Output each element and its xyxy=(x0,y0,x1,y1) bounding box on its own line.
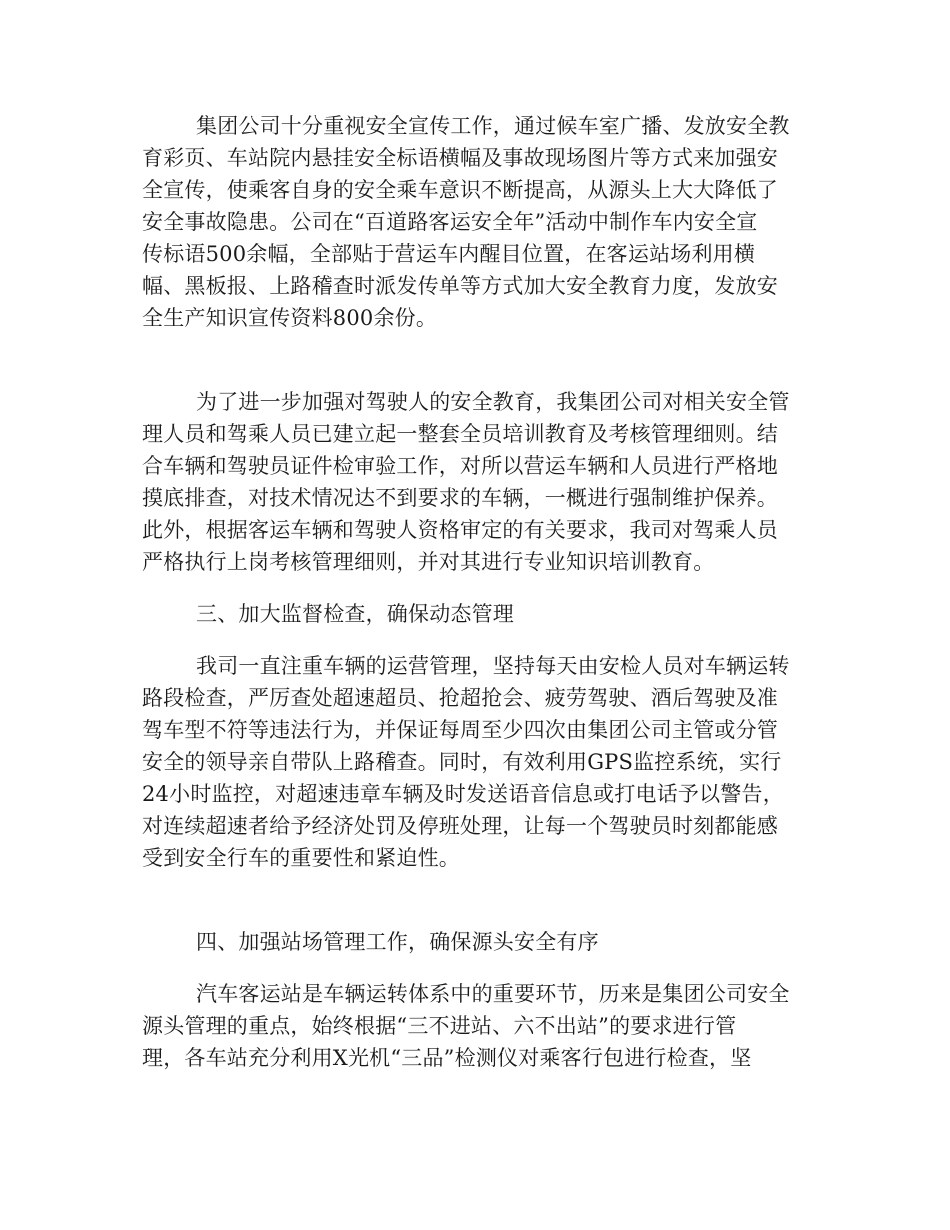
paragraph-line: 安全事故隐患。公司在“百道路客运安全年”活动中制作车内安全宣 xyxy=(142,210,758,234)
paragraph-line: 为了进一步加强对驾驶人的安全教育，我集团公司对相关安全管 xyxy=(196,390,790,414)
paragraph-line: 合车辆和驾驶员证件检审验工作，对所以营运车辆和人员进行严格地 xyxy=(142,454,778,478)
paragraph-line: 幅、黑板报、上路稽查时派发传单等方式加大安全教育力度，发放安 xyxy=(142,274,778,298)
paragraph-line: 传标语500余幅，全部贴于营运车内醒目位置，在客运站场利用横 xyxy=(142,242,756,266)
paragraph-line: 我司一直注重车辆的运营管理，坚持每天由安检人员对车辆运转 xyxy=(196,654,790,678)
paragraph-line: 全宣传，使乘客自身的安全乘车意识不断提高，从源头上大大降低了 xyxy=(142,178,778,202)
paragraph-line: 对连续超速者给予经济处罚及停班处理，让每一个驾驶员时刻都能感 xyxy=(142,814,778,838)
paragraph-line: 严格执行上岗考核管理细则，并对其进行专业知识培训教育。 xyxy=(142,550,715,574)
paragraph-line: 安全的领导亲自带队上路稽查。同时，有效利用GPS监控系统，实行 xyxy=(142,750,782,774)
paragraph-line: 此外，根据客运车辆和驾驶人资格审定的有关要求，我司对驾乘人员 xyxy=(142,518,778,542)
section-heading-supervision: 三、加大监督检查，确保动态管理 xyxy=(196,602,514,626)
paragraph-line: 全生产知识宣传资料800余份。 xyxy=(142,306,438,330)
paragraph-line: 驾车型不符等违法行为，并保证每周至少四次由集团公司主管或分管 xyxy=(142,718,778,742)
paragraph-line: 源头管理的重点，始终根据“三不进站、六不出站”的要求进行管 xyxy=(142,1014,737,1038)
section-heading-station-management: 四、加强站场管理工作，确保源头安全有序 xyxy=(196,930,599,954)
paragraph-line: 育彩页、车站院内悬挂安全标语横幅及事故现场图片等方式来加强安 xyxy=(142,146,778,170)
paragraph-line: 理，各车站充分利用X光机“三品”检测仪对乘客行包进行检查，坚 xyxy=(142,1046,752,1070)
paragraph-line: 汽车客运站是车辆运转体系中的重要环节，历来是集团公司安全 xyxy=(196,982,790,1006)
paragraph-line: 24小时监控，对超速违章车辆及时发送语音信息或打电话予以警告， xyxy=(142,782,784,806)
paragraph-line: 受到安全行车的重要性和紧迫性。 xyxy=(142,846,460,870)
paragraph-line: 理人员和驾乘人员已建立起一整套全员培训教育及考核管理细则。结 xyxy=(142,422,778,446)
paragraph-line: 集团公司十分重视安全宣传工作，通过候车室广播、发放安全教 xyxy=(196,114,790,138)
paragraph-line: 摸底排查，对技术情况达不到要求的车辆，一概进行强制维护保养。 xyxy=(142,486,778,510)
paragraph-line: 路段检查，严厉查处超速超员、抢超抢会、疲劳驾驶、酒后驾驶及准 xyxy=(142,686,778,710)
